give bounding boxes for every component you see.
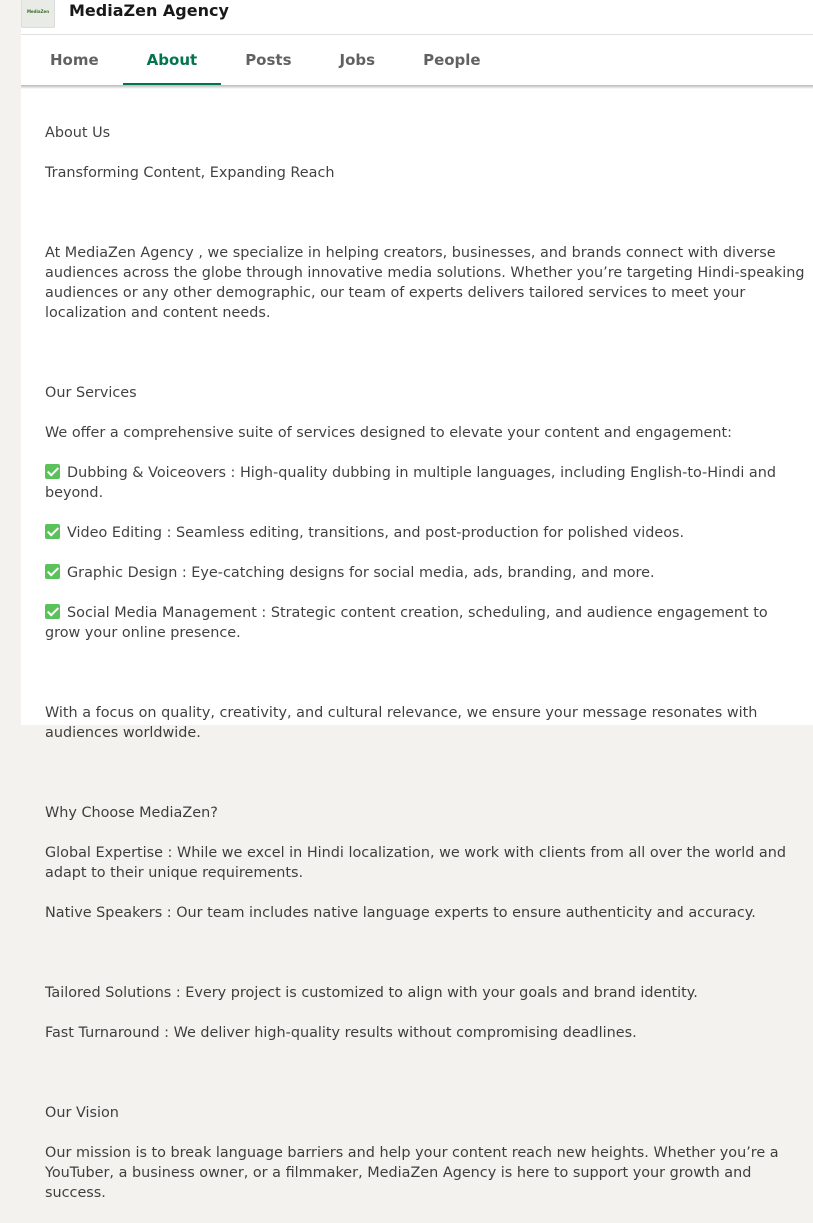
check-mark-icon [45,604,60,619]
about-content [45,103,805,1223]
services-intro: We offer a comprehensive suite of services designed to elevate your content and engagement: [45,425,732,441]
spacer [45,343,805,363]
services-heading: Our Services [45,385,137,401]
about-intro: At MediaZen Agency , we specialize in helping creators, businesses, and brands connect with diverse audiences across the globe through innovative media solutions. Whether you’re targeting Hindi-speaking audiences or any other demographic, our team of experts delivers tailored services to meet your localization and content needs. [45,245,805,321]
service-text: Video Editing : Seamless editing, transitions, and post-production for polished videos. [67,525,685,541]
service-item [45,603,805,643]
vision-heading: Our Vision [45,1105,119,1121]
check-mark-icon [45,564,60,579]
page-tabs [21,35,813,85]
why-fast-turnaround: Fast Turnaround : We deliver high-quality results without compromising deadlines. [45,1025,637,1041]
service-item [45,563,805,583]
about-heading: About Us [45,125,111,141]
service-text: Social Media Management : Strategic content creation, scheduling, and audience engagement to grow your online presence. [45,605,768,641]
check-mark-icon [45,524,60,539]
tab-jobs[interactable]: Jobs [339,51,376,69]
tabs-shadow [21,85,813,89]
spacer [45,1063,805,1083]
vision-text: Our mission is to break language barriers and help your content reach new heights. Whether you’re a YouTuber, a business owner, or a filmmaker, MediaZen Agency is here to support your growth and success. [45,1145,779,1201]
tab-home[interactable]: Home [50,51,99,69]
company-logo[interactable] [21,0,55,28]
company-header [21,0,813,34]
check-mark-icon [45,464,60,479]
tab-posts[interactable]: Posts [245,51,292,69]
tab-about[interactable]: About [123,35,222,85]
tab-people[interactable]: People [423,51,481,69]
service-text: Graphic Design : Eye-catching designs for social media, ads, branding, and more. [67,565,655,581]
why-tailored-solutions: Tailored Solutions : Every project is customized to align with your goals and brand identity. [45,985,698,1001]
company-name[interactable]: MediaZen Agency [69,1,229,20]
company-page-card [21,0,813,1201]
company-logo-text: MediaZen [26,8,50,14]
about-tagline: Transforming Content, Expanding Reach [45,165,335,181]
why-heading: Why Choose MediaZen? [45,805,218,821]
service-text: Dubbing & Voiceovers : High-quality dubbing in multiple languages, including English-to-Hindi and beyond. [45,465,776,501]
why-native-speakers: Native Speakers : Our team includes native language experts to ensure authenticity and accuracy. [45,905,756,921]
focus-statement: With a focus on quality, creativity, and cultural relevance, we ensure your message resonates with audiences worldwide. [45,705,758,741]
service-item [45,463,805,503]
spacer [45,663,805,683]
why-global-expertise: Global Expertise : While we excel in Hindi localization, we work with clients from all over the world and adapt to their unique requirements. [45,845,786,881]
spacer [45,943,805,963]
service-item [45,523,805,543]
spacer [45,203,805,223]
spacer [45,763,805,783]
